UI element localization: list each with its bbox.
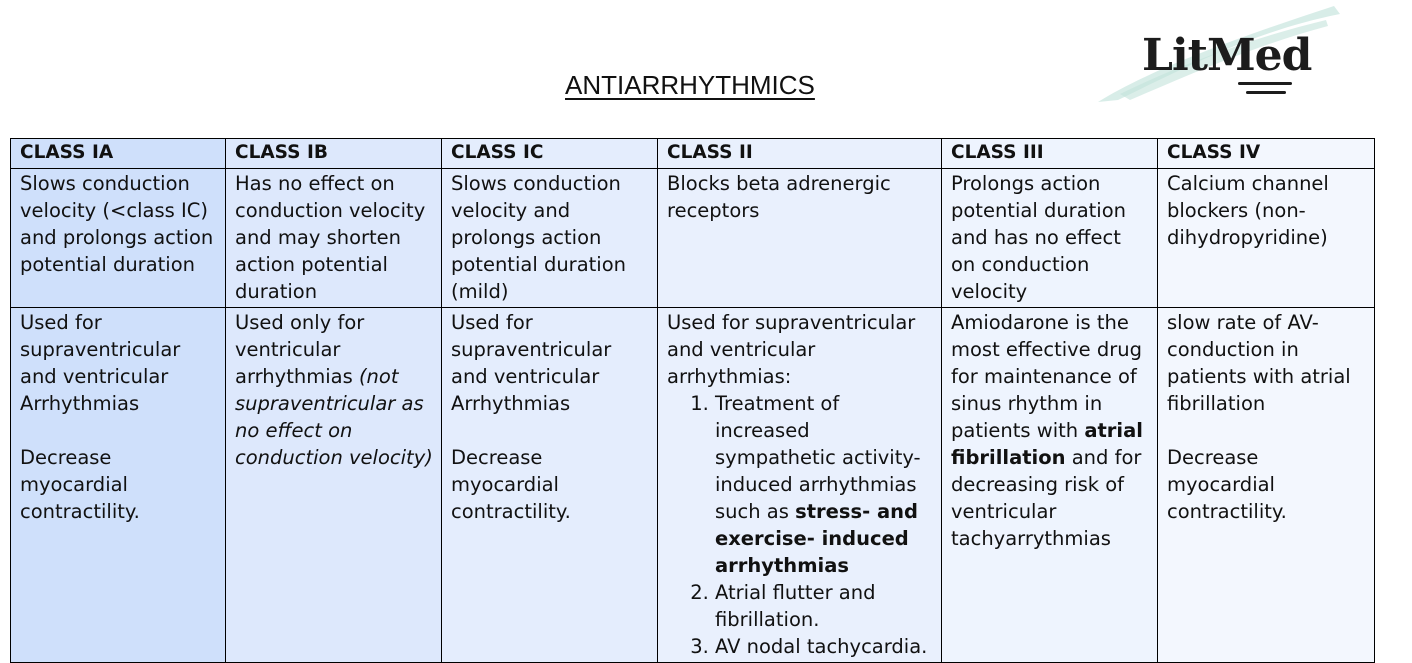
usage-class-iv <box>1158 308 1375 663</box>
usage-class-ib <box>226 308 442 663</box>
logo-text: LitMed <box>1142 30 1312 81</box>
usage-iv-text: slow rate of AV-conduction in patients with atrial fibrillation <box>1167 311 1351 415</box>
usage-class-ii <box>658 308 942 663</box>
usage-class-iii <box>942 308 1158 663</box>
antiarrhythmics-table <box>10 138 1375 663</box>
logo-underline <box>1238 82 1292 85</box>
list-item: 1. Treatment of increased sympathetic activity-induced arrhythmias such as stress- and exercise- induced arrhythmias <box>715 390 933 579</box>
description-class-ib: Has no effect on conduction velocity and may shorten action potential duration <box>226 169 442 308</box>
usage-ii-list <box>667 390 933 660</box>
header-class-ic: CLASS IC <box>442 139 658 169</box>
description-class-ii: Blocks beta adrenergic receptors <box>658 169 942 308</box>
list-item: 3. AV nodal tachycardia. <box>715 633 933 660</box>
header-row <box>11 139 1375 169</box>
description-row <box>11 169 1375 308</box>
description-class-iv: Calcium channel blockers (non-dihydropyridine) <box>1158 169 1375 308</box>
usage-iii-text: Amiodarone is the most effective drug for maintenance of sinus rhythm in patients with <box>951 311 1143 442</box>
usage-ib-text: Used only for ventricular arrhythmias <box>235 311 365 388</box>
usage-ic-text: Used for supraventricular and ventricular Arrhythmias <box>451 311 612 415</box>
usage-class-ic <box>442 308 658 663</box>
usage-iv-effect: Decrease myocardial contractility. <box>1167 446 1287 523</box>
header-class-ia: CLASS IA <box>11 139 226 169</box>
litmed-logo <box>1090 0 1350 110</box>
usage-ii-intro: Used for supraventricular and ventricular arrhythmias: <box>667 311 916 388</box>
description-class-ic: Slows conduction velocity and prolongs action potential duration (mild) <box>442 169 658 308</box>
usage-class-ia <box>11 308 226 663</box>
usage-ib-note: (not supraventricular as no effect on conduction velocity) <box>235 365 433 469</box>
usage-ic-effect: Decrease myocardial contractility. <box>451 446 571 523</box>
description-class-iii: Prolongs action potential duration and has no effect on conduction velocity <box>942 169 1158 308</box>
usage-ia-text: Used for supraventricular and ventricular Arrhythmias <box>20 311 181 415</box>
usage-iii-bold: atrial fibrillation <box>951 419 1143 469</box>
header-class-iv: CLASS IV <box>1158 139 1375 169</box>
usage-row <box>11 308 1375 663</box>
header-class-ib: CLASS IB <box>226 139 442 169</box>
list-item: 2. Atrial flutter and fibrillation. <box>715 579 933 633</box>
header-class-iii: CLASS III <box>942 139 1158 169</box>
header-class-ii: CLASS II <box>658 139 942 169</box>
usage-iii-text-end: and for decreasing risk of ventricular tachyarrythmias <box>951 446 1142 550</box>
page-title: ANTIARRHYTHMICS <box>565 70 815 100</box>
usage-ii-bold: stress- and exercise- induced arrhythmias <box>715 500 918 577</box>
logo-underline-short <box>1246 91 1286 94</box>
usage-ia-effect: Decrease myocardial contractility. <box>20 446 140 523</box>
description-class-ia: Slows conduction velocity (<class IC) and prolongs action potential duration <box>11 169 226 308</box>
